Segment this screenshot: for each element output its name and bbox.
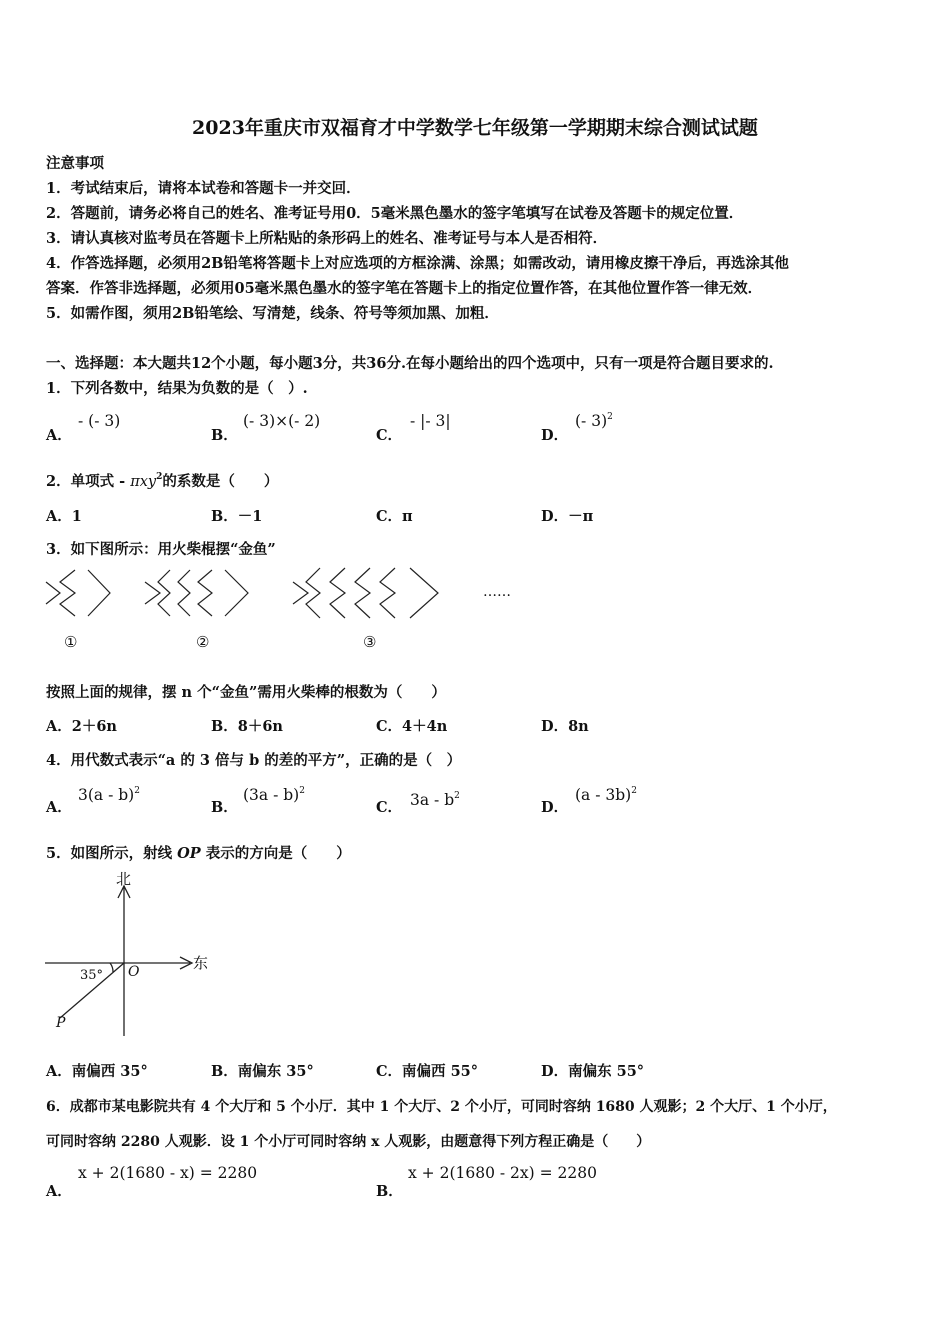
angle-arc (110, 963, 113, 972)
q5-option-a: A．南偏西 35° (46, 1063, 148, 1080)
q4-label-c: C． (376, 799, 403, 816)
goldfish-figure (40, 560, 540, 660)
goldfish-ellipsis: …… (483, 584, 511, 600)
q4-option-b-exp: 2 (299, 786, 305, 796)
q2-option-a: A．1 (46, 508, 82, 525)
point-p-label: P (56, 1015, 66, 1031)
section-heading: 一、选择题：本大题共12个小题，每小题3分，共36分.在每小题给出的四个选项中，只有一项是符合题目要求的. (46, 355, 774, 372)
notice-heading: 注意事项 (46, 155, 104, 172)
q6-label-a: A． (46, 1183, 72, 1200)
q2-stem-post: 的系数是（ ） (162, 473, 279, 490)
q5-option-c: C．南偏西 55° (376, 1063, 479, 1080)
q3-option-d: D．8n (541, 718, 589, 735)
q3-question: 按照上面的规律，摆 n 个“金鱼”需用火柴棒的根数为（ ） (46, 684, 446, 701)
q1-label-c: C． (376, 427, 403, 444)
q4-option-b (243, 786, 305, 804)
q1-option-d (575, 412, 613, 430)
q1-option-c: - |- 3| (410, 412, 451, 430)
q5-option-b: B．南偏东 35° (211, 1063, 314, 1080)
goldfish-label-3: ③ (363, 633, 377, 651)
notice-item-4: 4．作答选择题，必须用2B铅笔将答题卡上对应选项的方框涂满、涂黑；如需改动，请用橡皮擦干净后，再选涂其他 (46, 255, 789, 272)
q4-option-d-exp: 2 (631, 786, 637, 796)
q4-option-a (78, 786, 140, 804)
notice-item-3: 3．请认真核对监考员在答题卡上所粘贴的条形码上的姓名、准考证号与本人是否相符． (46, 230, 608, 247)
q2-stem-pre: 2．单项式 - (46, 473, 131, 490)
origin-label: O (128, 964, 140, 980)
q6-stem-line2: 可同时容纳 2280 人观影．设 1 个小厅可同时容纳 x 人观影，由题意得下列方程正确是（ ） (46, 1134, 651, 1150)
q4-option-d-base: (a - 3b) (575, 786, 632, 804)
east-label: 东 (193, 954, 209, 972)
q4-stem: 4．用代数式表示“a 的 3 倍与 b 的差的平方”，正确的是（ ） (46, 752, 462, 769)
q4-option-d (575, 786, 637, 804)
q3-stem: 3．如下图所示：用火柴棍摆“金鱼” (46, 541, 276, 558)
north-label: 北 (116, 870, 132, 888)
compass-figure (40, 868, 220, 1043)
q6-stem-line1: 6．成都市某电影院共有 4 个大厅和 5 个小厅．其中 1 个大厅、2 个小厅，可同时容纳 1680 人观影；2 个大厅、1 个小厅， (46, 1099, 837, 1115)
q4-option-a-exp: 2 (134, 786, 140, 796)
q4-label-b: B． (211, 799, 238, 816)
q2-option-c: C．π (376, 508, 413, 525)
q2-stem-exp: 2 (156, 472, 163, 482)
q1-label-b: B． (211, 427, 238, 444)
q6-label-b: B． (376, 1183, 403, 1200)
q1-option-a: - (- 3) (78, 412, 121, 430)
notice-item-5: 5．如需作图，须用2B铅笔绘、写清楚，线条、符号等须加黑、加粗． (46, 305, 499, 322)
q1-label-a: A． (46, 427, 72, 444)
notice-item-1: 1．考试结束后，请将本试卷和答题卡一并交回． (46, 180, 361, 197)
notice-item-2: 2．答题前，请务必将自己的姓名、准考证号用0．5毫米黑色墨水的签字笔填写在试卷及答题卡的规定位置． (46, 205, 744, 222)
goldfish-label-1: ① (64, 633, 78, 651)
q1-stem: 1．下列各数中，结果为负数的是（ ）. (46, 380, 308, 397)
q6-option-b: x + 2(1680 - 2x) = 2280 (408, 1164, 597, 1182)
angle-label: 35° (80, 968, 104, 983)
goldfish-2 (145, 570, 248, 616)
q1-label-d: D． (541, 427, 569, 444)
q4-label-d: D． (541, 799, 569, 816)
q5-stem-pre: 5．如图所示，射线 (46, 845, 173, 862)
q2-stem (46, 470, 278, 491)
q5-stem-op: OP (177, 845, 201, 862)
q6-option-a: x + 2(1680 - x) = 2280 (78, 1164, 258, 1182)
q3-option-a: A．2＋6n (46, 718, 117, 735)
q4-option-a-base: 3(a - b) (78, 786, 135, 804)
q4-option-c (410, 791, 460, 809)
q2-option-b: B．－1 (211, 508, 263, 525)
q4-option-c-exp: 2 (454, 791, 460, 801)
goldfish-3 (293, 568, 450, 618)
q1-option-b: (- 3)×(- 2) (243, 412, 321, 430)
q1-option-d-exp: 2 (607, 412, 613, 422)
q4-option-c-base: 3a - b (410, 791, 455, 809)
notice-item-4-cont: 答案．作答非选择题，必须用05毫米黑色墨水的签字笔在答题卡上的指定位置作答，在其他位置作答一律无效． (46, 280, 763, 297)
q2-option-d: D．－π (541, 508, 594, 525)
q1-option-d-base: (- 3) (575, 412, 608, 430)
q4-label-a: A． (46, 799, 72, 816)
q5-option-d: D．南偏东 55° (541, 1063, 645, 1080)
q3-option-b: B．8＋6n (211, 718, 283, 735)
q4-option-b-base: (3a - b) (243, 786, 300, 804)
q3-option-c: C．4＋4n (376, 718, 448, 735)
q5-stem (46, 842, 351, 863)
q5-stem-post: 表示的方向是（ ） (205, 845, 351, 862)
goldfish-1 (46, 570, 110, 616)
page-title: 2023年重庆市双福育才中学数学七年级第一学期期末综合测试试题 (192, 117, 758, 139)
goldfish-label-2: ② (196, 633, 210, 651)
q2-stem-math: πxy (130, 474, 157, 490)
